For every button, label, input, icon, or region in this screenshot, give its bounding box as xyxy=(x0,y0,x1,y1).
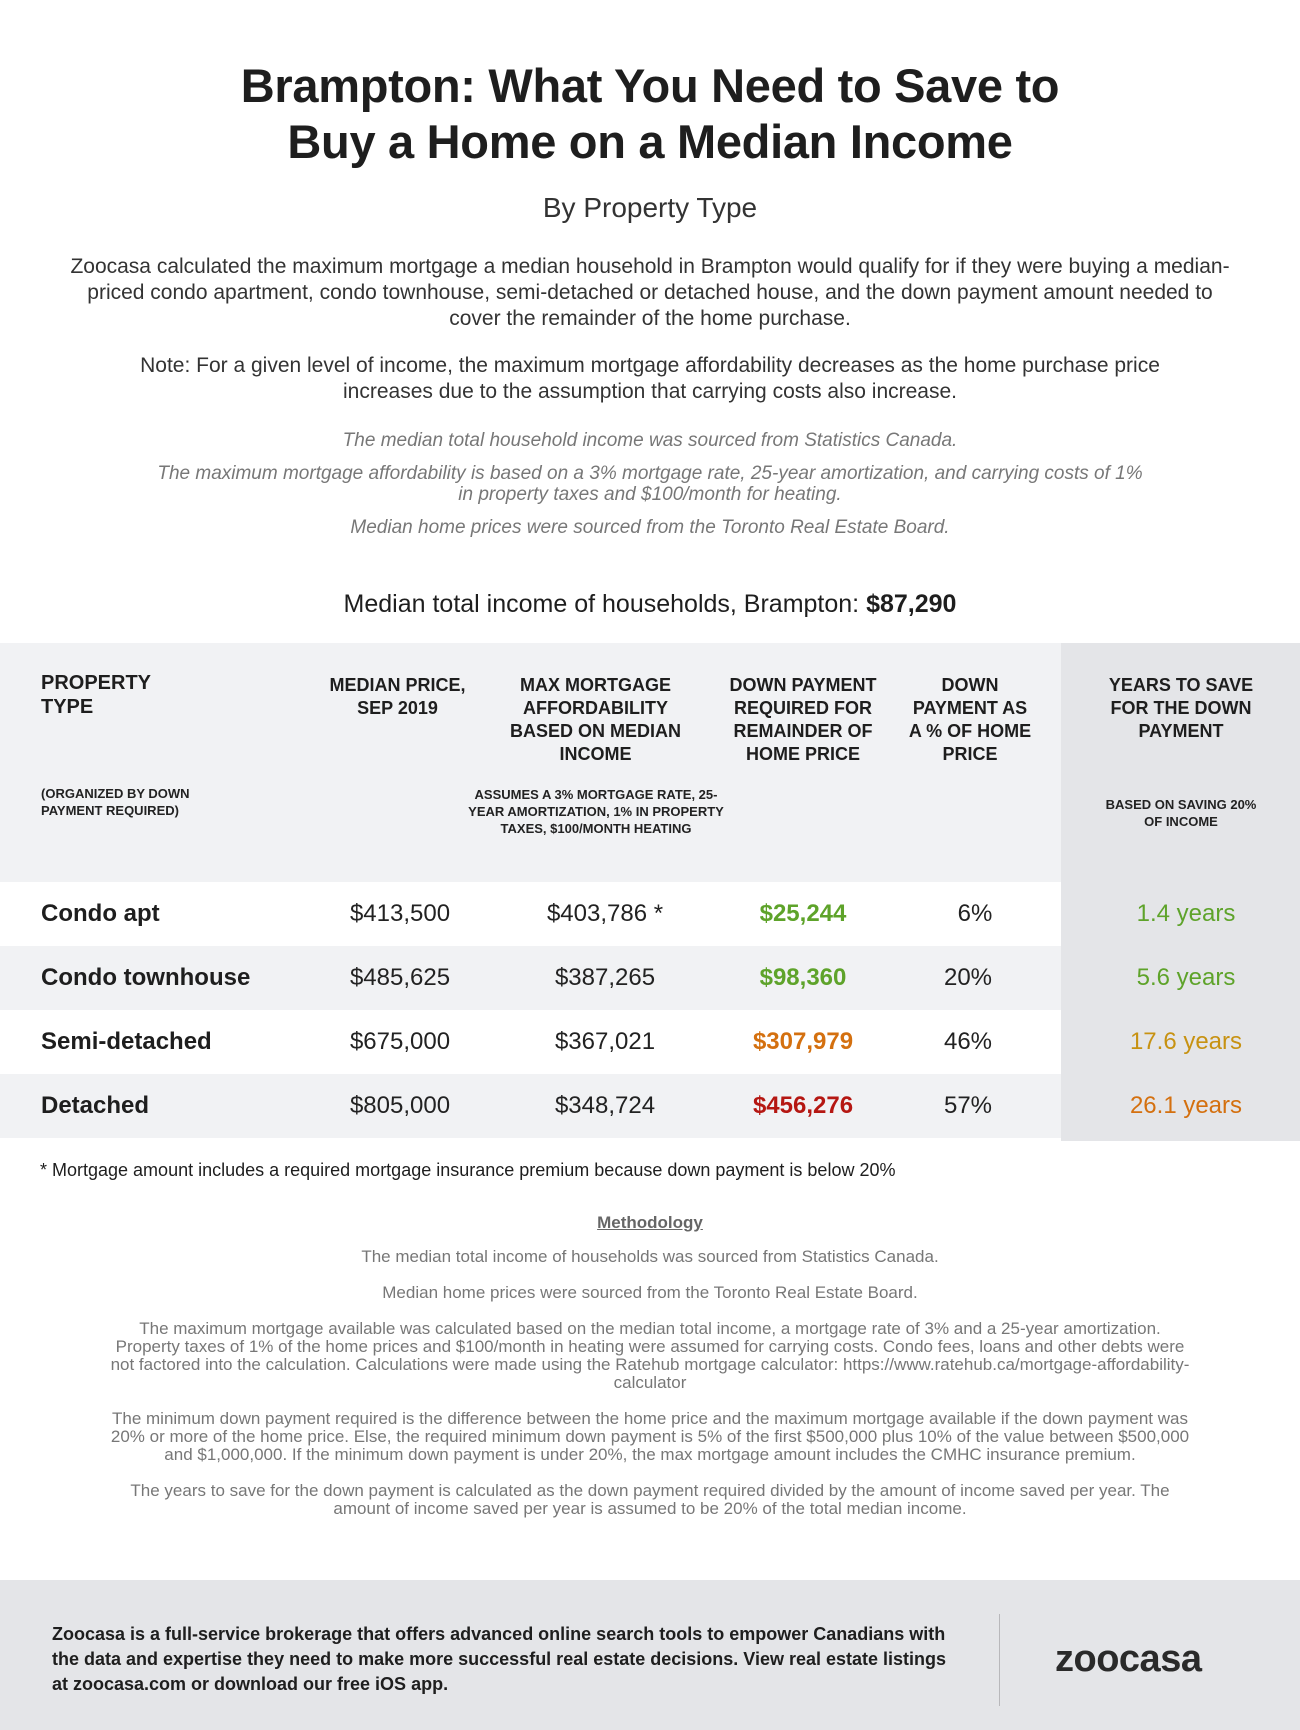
median-income-line xyxy=(0,590,1300,619)
table-row xyxy=(0,1010,1300,1074)
title-line-1: Brampton: What You Need to Save to xyxy=(240,59,1060,112)
page-title xyxy=(0,58,1300,170)
row-years-to-save: 26.1 years xyxy=(1129,1092,1243,1119)
intro-paragraph: Zoocasa calculated the maximum mortgage a median household in Brampton would qualify for if they were buying a median-priced condo apartment, condo townhouse, semi-detached or detached house, and the down payment amount needed to cover the remainder of the home purchase. xyxy=(70,255,1230,330)
methodology-text xyxy=(110,1248,1190,1536)
header-property-type: PROPERTY TYPE xyxy=(41,672,151,718)
row-down-percent: 57% xyxy=(943,1092,993,1119)
row-down-payment: $98,360 xyxy=(759,964,847,991)
header-years-sub: BASED ON SAVING 20% OF INCOME xyxy=(1105,797,1257,829)
row-max-mortgage: $367,021 xyxy=(554,1028,656,1055)
row-down-payment: $307,979 xyxy=(752,1028,854,1055)
row-median-price: $413,500 xyxy=(349,900,451,927)
row-years-to-save: 5.6 years xyxy=(1136,964,1236,991)
header-property-type-sub: (ORGANIZED BY DOWN PAYMENT REQUIRED) xyxy=(41,786,190,818)
header-years-to-save: YEARS TO SAVE FOR THE DOWN PAYMENT xyxy=(1108,675,1254,741)
table-row xyxy=(0,946,1300,1010)
row-median-price: $805,000 xyxy=(349,1092,451,1119)
row-down-payment: $456,276 xyxy=(752,1092,854,1119)
source-note: The median total household income was sourced from Statistics Canada. xyxy=(342,430,958,451)
methodology-title: Methodology xyxy=(597,1213,703,1232)
footnote: * Mortgage amount includes a required mortgage insurance premium because down payment is below 20% xyxy=(40,1160,896,1180)
title-line-2: Buy a Home on a Median Income xyxy=(287,115,1013,168)
row-median-price: $675,000 xyxy=(349,1028,451,1055)
row-down-percent: 6% xyxy=(957,900,993,927)
source-note: Median home prices were sourced from the Toronto Real Estate Board. xyxy=(350,517,950,538)
table-row xyxy=(0,1074,1300,1138)
row-down-percent: 20% xyxy=(943,964,993,991)
row-down-percent: 46% xyxy=(943,1028,993,1055)
row-median-price: $485,625 xyxy=(349,964,451,991)
row-years-to-save: 17.6 years xyxy=(1129,1028,1243,1055)
row-property-type: Condo apt xyxy=(41,900,160,927)
source-note: The maximum mortgage affordability is based on a 3% mortgage rate, 25-year amortization, and carrying costs of 1% in property taxes and $100/month for heating. xyxy=(157,463,1143,505)
methodology-paragraph: Median home prices were sourced from the Toronto Real Estate Board. xyxy=(382,1283,918,1302)
median-income-label: Median total income of households, Brampton: xyxy=(343,590,867,618)
row-max-mortgage: $348,724 xyxy=(554,1092,656,1119)
page-subtitle: By Property Type xyxy=(542,192,758,223)
footer-text: Zoocasa is a full-service brokerage that offers advanced online search tools to empower Canadians with the data and expertise they need to make more successful real estate decisions. View real estate listings at zoocasa.com or download our free iOS app. xyxy=(52,1624,947,1694)
table-row xyxy=(0,882,1300,946)
header-median-price: MEDIAN PRICE, SEP 2019 xyxy=(329,675,466,718)
footer-divider xyxy=(999,1614,1000,1706)
source-notes xyxy=(150,430,1150,550)
footer xyxy=(0,1580,1300,1730)
header-max-mortgage: MAX MORTGAGE AFFORDABILITY BASED ON MEDIAN INCOME xyxy=(509,675,681,764)
methodology-paragraph: The years to save for the down payment is calculated as the down payment required divided by the amount of income saved per year. The amount of income saved per year is assumed to be 20% of the total median income. xyxy=(130,1481,1170,1518)
header-max-mortgage-sub: ASSUMES A 3% MORTGAGE RATE, 25-YEAR AMORTIZATION, 1% IN PROPERTY TAXES, $100/MONTH HEATING xyxy=(468,787,724,836)
zoocasa-logo: zoocasa xyxy=(1055,1638,1202,1680)
row-property-type: Semi-detached xyxy=(41,1028,212,1055)
row-max-mortgage: $387,265 xyxy=(554,964,656,991)
methodology-paragraph: The maximum mortgage available was calculated based on the median total income, a mortgage rate of 3% and a 25-year amortization. Property taxes of 1% of the home prices and $100/month in heating were assumed for carrying costs. Condo fees, loans and other debts were not factored into the calculation. Calculations were made using the Ratehub mortgage calculator: https://www.ratehub.ca/mortgage-affordability-calculator xyxy=(110,1319,1190,1392)
header-down-payment: DOWN PAYMENT REQUIRED FOR REMAINDER OF HOME PRICE xyxy=(729,675,877,764)
row-property-type: Detached xyxy=(41,1092,150,1119)
median-income-value: $87,290 xyxy=(866,590,957,618)
note-paragraph: Note: For a given level of income, the maximum mortgage affordability decreases as the home purchase price increases due to the assumption that carrying costs also increase. xyxy=(140,354,1160,403)
row-max-mortgage: $403,786 * xyxy=(546,900,664,927)
header-down-percent: DOWN PAYMENT AS A % OF HOME PRICE xyxy=(908,675,1032,764)
methodology-paragraph: The median total income of households was sourced from Statistics Canada. xyxy=(361,1247,939,1266)
methodology-paragraph: The minimum down payment required is the difference between the home price and the maximum mortgage available if the down payment was 20% or more of the home price. Else, the required minimum down payment is 5% of the first $500,000 plus 10% of the value between $500,000 and $1,000,000. If the minimum down payment is under 20%, the max mortgage amount includes the CMHC insurance premium. xyxy=(110,1409,1190,1464)
row-down-payment: $25,244 xyxy=(759,900,847,927)
row-property-type: Condo townhouse xyxy=(41,964,251,991)
row-years-to-save: 1.4 years xyxy=(1136,900,1236,927)
